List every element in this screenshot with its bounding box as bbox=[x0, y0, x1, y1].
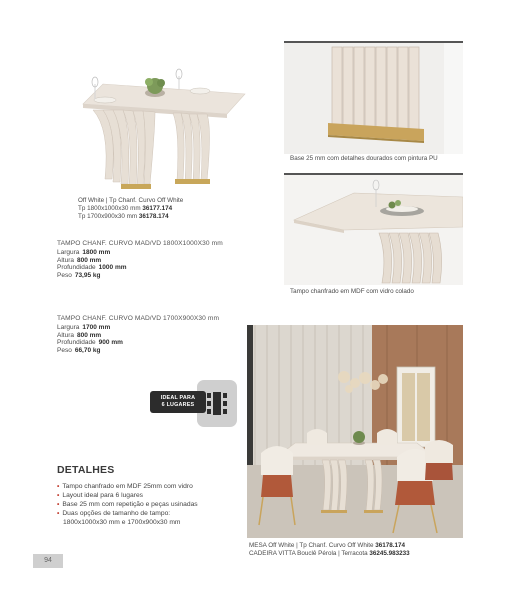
base-detail-caption: Base 25 mm com detalhes dourados com pintura PU bbox=[290, 155, 438, 162]
product-size-2: Tp 1700x900x30 mm 36178.174 bbox=[78, 213, 169, 221]
spec-row: Altura 800 mm bbox=[57, 331, 102, 339]
spec-row: Peso 66,70 kg bbox=[57, 346, 101, 354]
spec-title: TAMPO CHANF. CURVO MAD/VD 1800X1000X30 mm bbox=[57, 240, 223, 247]
product-size-1: Tp 1800x1000x30 mm 36177.174 bbox=[78, 205, 173, 213]
spec-row: Profundidade 900 mm bbox=[57, 339, 123, 347]
spec-row: Peso 73,95 kg bbox=[57, 271, 101, 279]
details-section bbox=[57, 464, 198, 527]
table-product-photo bbox=[55, 14, 248, 196]
spec-row: Largura 1800 mm bbox=[57, 249, 111, 256]
room-caption-chair: CADEIRA VITTA Bouclê Pérola | Terracota 36245.983233 bbox=[249, 550, 410, 558]
top-detail-caption: Tampo chanfrado em MDF com vidro colado bbox=[290, 288, 414, 295]
spec-block-1700 bbox=[57, 315, 219, 354]
base-detail-photo bbox=[284, 41, 463, 154]
details-title: DETALHES bbox=[57, 464, 115, 476]
spec-block-1800 bbox=[57, 240, 223, 279]
product-finish-caption: Off White | Tp Chanf. Curvo Off White bbox=[78, 197, 184, 204]
spec-row: Profundidade 1000 mm bbox=[57, 264, 127, 272]
page-number: 94 bbox=[33, 554, 63, 568]
details-item: • Layout ideal para 6 lugares bbox=[57, 492, 144, 499]
top-detail-photo bbox=[284, 173, 463, 285]
details-item: • Base 25 mm com repetição e peças usinadas bbox=[57, 501, 198, 508]
spec-row: Altura 800 mm bbox=[57, 256, 102, 264]
spec-row: Largura 1700 mm bbox=[57, 324, 111, 331]
room-caption-table: MESA Off White | Tp Chanf. Curvo Off White 36178.174 bbox=[249, 542, 406, 549]
details-item: • Tampo chanfrado em MDF 25mm com vidro bbox=[57, 483, 193, 490]
seating-badge-label: IDEAL PARA 6 LUGARES bbox=[150, 391, 206, 413]
dining-room-photo bbox=[247, 325, 463, 538]
room-caption bbox=[249, 542, 410, 558]
details-item: 1800x1000x30 mm e 1700x900x30 mm bbox=[63, 519, 181, 526]
spec-title: TAMPO CHANF. CURVO MAD/VD 1700X900X30 mm bbox=[57, 315, 220, 322]
details-item: • Duas opções de tamanho de tampo: bbox=[57, 510, 171, 517]
